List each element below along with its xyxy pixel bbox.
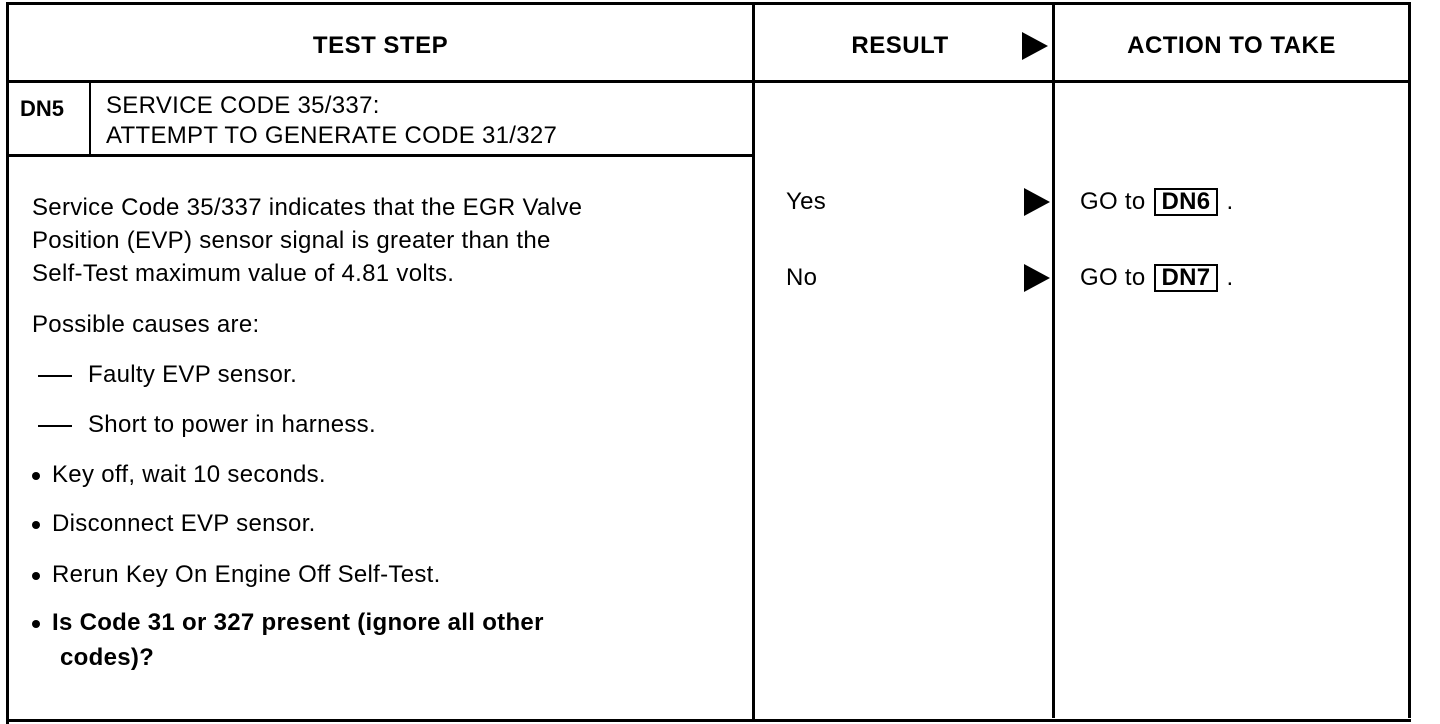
action-item-1 xyxy=(32,459,326,491)
action-no-suffix: . xyxy=(1226,264,1234,291)
bullet-icon xyxy=(32,521,40,529)
action-yes-suffix: . xyxy=(1226,188,1234,215)
action-item-3 xyxy=(32,559,441,591)
result-no: No xyxy=(786,264,818,291)
column-divider-1 xyxy=(752,2,755,722)
bullet-icon xyxy=(32,620,40,628)
action-text-2: Disconnect EVP sensor. xyxy=(52,510,316,537)
step-title-divider xyxy=(6,154,754,157)
action-no-prefix: GO to xyxy=(1080,264,1146,291)
column-divider-2 xyxy=(1052,2,1055,718)
action-no[interactable] xyxy=(1080,262,1233,294)
result-arrow-icon xyxy=(1024,264,1050,292)
description-line3: Self-Test maximum value of 4.81 volts. xyxy=(32,260,455,287)
action-item-2 xyxy=(32,508,316,540)
table-border-right xyxy=(1408,2,1411,718)
step-ref-dn6[interactable]: DN6 xyxy=(1154,188,1219,216)
table-border-left xyxy=(6,2,9,724)
dash-icon xyxy=(38,425,72,427)
description-line2: Position (EVP) sensor signal is greater than the xyxy=(32,227,551,254)
action-text-3: Rerun Key On Engine Off Self-Test. xyxy=(52,561,441,588)
step-title-line2: ATTEMPT TO GENERATE CODE 31/327 xyxy=(106,122,558,149)
header-divider xyxy=(6,80,1411,83)
question-item xyxy=(32,607,544,639)
action-yes[interactable] xyxy=(1080,186,1233,218)
bullet-icon xyxy=(32,572,40,580)
cause-item-1 xyxy=(38,359,297,391)
header-action: ACTION TO TAKE xyxy=(1127,32,1336,59)
table-border-bottom xyxy=(6,719,1411,722)
dash-icon xyxy=(38,375,72,377)
result-arrow-icon xyxy=(1024,188,1050,216)
description-line1: Service Code 35/337 indicates that the EGR Valve xyxy=(32,194,583,221)
action-text-1: Key off, wait 10 seconds. xyxy=(52,461,326,488)
action-yes-prefix: GO to xyxy=(1080,188,1146,215)
question-line1: Is Code 31 or 327 present (ignore all other xyxy=(52,609,544,636)
result-yes: Yes xyxy=(786,188,827,215)
bullet-icon xyxy=(32,472,40,480)
cause-item-2 xyxy=(38,409,376,441)
step-id-divider xyxy=(89,82,91,156)
cause-text-2: Short to power in harness. xyxy=(88,411,376,438)
step-title-line1: SERVICE CODE 35/337: xyxy=(106,92,380,119)
step-id: DN5 xyxy=(20,96,65,121)
header-arrow-icon xyxy=(1022,32,1048,60)
header-result: RESULT xyxy=(851,32,949,59)
header-test-step: TEST STEP xyxy=(312,32,449,59)
causes-heading: Possible causes are: xyxy=(32,311,260,338)
question-line2: codes)? xyxy=(60,644,155,671)
step-ref-dn7[interactable]: DN7 xyxy=(1154,264,1219,292)
cause-text-1: Faulty EVP sensor. xyxy=(88,361,298,388)
table-border-top xyxy=(6,2,1411,5)
